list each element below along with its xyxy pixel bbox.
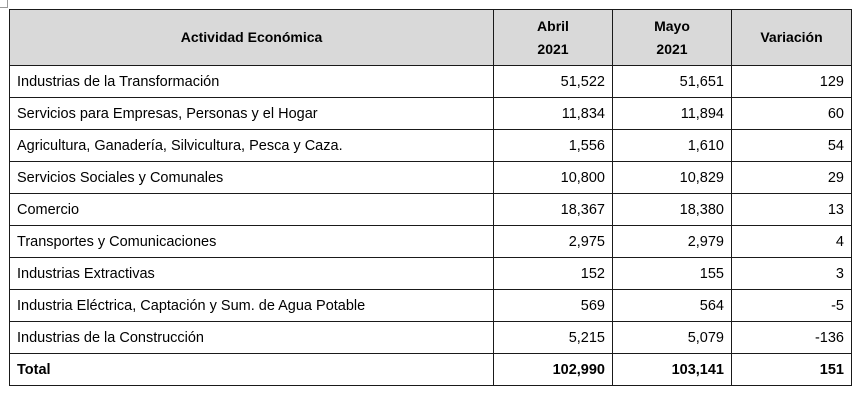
economic-activity-table (9, 9, 852, 386)
total-may: 103,141 (613, 354, 732, 386)
table-row (10, 66, 852, 98)
april-cell: 152 (494, 258, 613, 290)
table-row (10, 98, 852, 130)
april-cell: 2,975 (494, 226, 613, 258)
table-row (10, 322, 852, 354)
header-april (494, 10, 613, 66)
april-cell: 1,556 (494, 130, 613, 162)
table-row (10, 162, 852, 194)
table-move-handle[interactable] (0, 0, 8, 8)
table-row (10, 130, 852, 162)
header-may-year: 2021 (656, 40, 688, 57)
april-cell: 11,834 (494, 98, 613, 130)
may-cell: 564 (613, 290, 732, 322)
may-cell: 5,079 (613, 322, 732, 354)
activity-cell: Servicios Sociales y Comunales (10, 162, 494, 194)
variation-cell: 29 (732, 162, 852, 194)
header-activity-label: Actividad Económica (180, 29, 323, 45)
april-cell: 18,367 (494, 194, 613, 226)
header-april-month: Abril (537, 17, 569, 34)
variation-cell: 60 (732, 98, 852, 130)
total-row (10, 354, 852, 386)
table-row (10, 258, 852, 290)
table-container (9, 9, 852, 386)
header-row (10, 10, 852, 66)
april-cell: 51,522 (494, 66, 613, 98)
total-label: Total (10, 354, 494, 386)
variation-cell: 13 (732, 194, 852, 226)
may-cell: 51,651 (613, 66, 732, 98)
activity-cell: Agricultura, Ganadería, Silvicultura, Pesca y Caza. (10, 130, 494, 162)
header-variation (732, 10, 852, 66)
variation-cell: -136 (732, 322, 852, 354)
table-row (10, 226, 852, 258)
activity-cell: Comercio (10, 194, 494, 226)
activity-cell: Transportes y Comunicaciones (10, 226, 494, 258)
table-row (10, 194, 852, 226)
variation-cell: -5 (732, 290, 852, 322)
header-may (613, 10, 732, 66)
may-cell: 2,979 (613, 226, 732, 258)
april-cell: 569 (494, 290, 613, 322)
header-april-year: 2021 (537, 40, 569, 57)
april-cell: 5,215 (494, 322, 613, 354)
activity-cell: Industria Eléctrica, Captación y Sum. de Agua Potable (10, 290, 494, 322)
activity-cell: Industrias Extractivas (10, 258, 494, 290)
variation-cell: 129 (732, 66, 852, 98)
header-activity (10, 10, 494, 66)
activity-cell: Servicios para Empresas, Personas y el Hogar (10, 98, 494, 130)
total-april: 102,990 (494, 354, 613, 386)
april-cell: 10,800 (494, 162, 613, 194)
may-cell: 10,829 (613, 162, 732, 194)
header-variation-label: Variación (760, 29, 823, 45)
total-variation: 151 (732, 354, 852, 386)
header-may-month: Mayo (654, 17, 690, 34)
may-cell: 11,894 (613, 98, 732, 130)
variation-cell: 3 (732, 258, 852, 290)
table-row (10, 290, 852, 322)
variation-cell: 4 (732, 226, 852, 258)
activity-cell: Industrias de la Construcción (10, 322, 494, 354)
may-cell: 18,380 (613, 194, 732, 226)
may-cell: 1,610 (613, 130, 732, 162)
may-cell: 155 (613, 258, 732, 290)
activity-cell: Industrias de la Transformación (10, 66, 494, 98)
variation-cell: 54 (732, 130, 852, 162)
